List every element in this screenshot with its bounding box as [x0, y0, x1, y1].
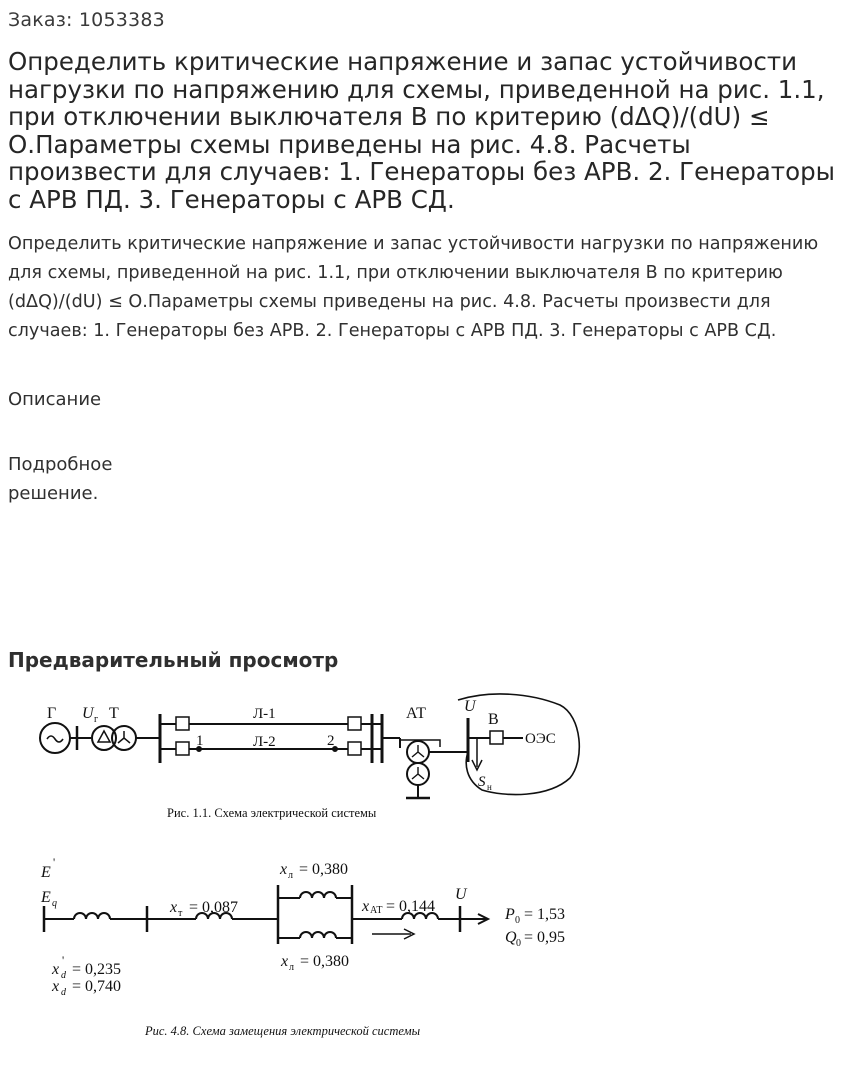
breaker-l1-left: [176, 717, 189, 730]
xl-bottom-sub: л: [289, 962, 294, 973]
coil-xd: [74, 913, 110, 919]
xt-label: x: [170, 899, 178, 916]
description-label: Описание: [8, 389, 102, 410]
xl-top-value: = 0,380: [299, 861, 349, 878]
gen-label: Г: [47, 705, 57, 722]
svg-text:': ': [53, 855, 56, 869]
order-number: Заказ: 1053383: [8, 9, 165, 31]
oes-boundary: [458, 694, 579, 795]
coil-xl-top: [300, 892, 336, 898]
l2-label: Л-2: [253, 734, 276, 750]
xd-prime-value: = 0,235: [72, 961, 122, 978]
figure-4-8-caption: Рис. 4.8. Схема замещения электрической системы: [145, 1024, 421, 1038]
switch-b: [490, 731, 503, 744]
xt-value: = 0,087: [189, 899, 239, 916]
oes-label: ОЭС: [525, 731, 556, 747]
xd-prime-label: x: [52, 961, 60, 978]
xd-value: = 0,740: [72, 978, 122, 995]
u-label-fig2: U: [455, 886, 467, 903]
p0-value: = 1,53: [524, 906, 566, 923]
u-label: U: [464, 698, 476, 715]
breaker-l2-left: [176, 742, 189, 755]
q0-sub: 0: [516, 938, 521, 949]
task-description: Определить критические напряжение и запас устойчивости нагрузки по напряжению для схемы, приведенной на рис. 1.1, при отключении выключателя В по критерию (dΔQ)/(dU) ≤ О.Параметры схемы приведены на рис. 4.8. Расчеты произвести для случаев: 1. Генераторы без АРВ. 2. Генераторы с АРВ ПД. 3. Генераторы с АРВ СД.: [8, 234, 819, 341]
ut-sub: г: [94, 714, 99, 725]
breaker-l1-right: [348, 717, 361, 730]
eq-label: E: [41, 889, 51, 906]
sn-label: S: [478, 774, 486, 790]
xat-value: = 0,144: [386, 898, 436, 915]
ut-label: U: [82, 705, 94, 722]
sn-sub: н: [487, 782, 492, 792]
page-title: Определить критические напряжение и запас устойчивости нагрузки по напряжению для схемы, приведенной на рис. 1.1, при отключении выключателя В по критерию (dΔQ)/(dU) ≤ О.Параметры схемы приведены на рис. 4.8. Расчеты произвести для случаев: 1. Генераторы без АРВ. 2. Генераторы с АРВ ПД. 3. Генераторы с АРВ СД.: [8, 47, 835, 214]
xd-prime-sub: d: [61, 970, 66, 981]
xd-sub: d: [61, 987, 66, 998]
at-label: АТ: [406, 705, 426, 722]
node-2: 2: [327, 733, 335, 749]
solution-label: Подробное решение.: [8, 454, 113, 504]
xl-top-label: x: [280, 861, 288, 878]
p0-sub: 0: [515, 915, 520, 926]
figure-1-1-caption: Рис. 1.1. Схема электрической системы: [167, 806, 377, 820]
xl-top-sub: л: [288, 870, 293, 881]
e-prime-label: E: [41, 864, 51, 881]
breaker-l2-right: [348, 742, 361, 755]
xat-sub: АТ: [370, 905, 383, 916]
l1-label: Л-1: [253, 706, 276, 722]
t-label: Т: [109, 705, 119, 722]
p0-label: P: [505, 906, 515, 923]
b-label: В: [488, 711, 499, 728]
q0-value: = 0,95: [524, 929, 566, 946]
node-1: 1: [196, 733, 204, 749]
figure-1-1-diagram: [40, 694, 579, 798]
eq-sub: q: [52, 898, 57, 909]
xt-sub: т: [178, 908, 183, 919]
q0-label: Q: [505, 929, 517, 946]
xl-bottom-value: = 0,380: [300, 953, 350, 970]
xat-label: x: [362, 898, 370, 915]
coil-xl-bottom: [300, 932, 336, 938]
svg-text:': ': [62, 953, 65, 967]
xl-bottom-label: x: [281, 953, 289, 970]
preview-heading: Предварительный просмотр: [8, 648, 339, 672]
xd-label: x: [52, 978, 60, 995]
